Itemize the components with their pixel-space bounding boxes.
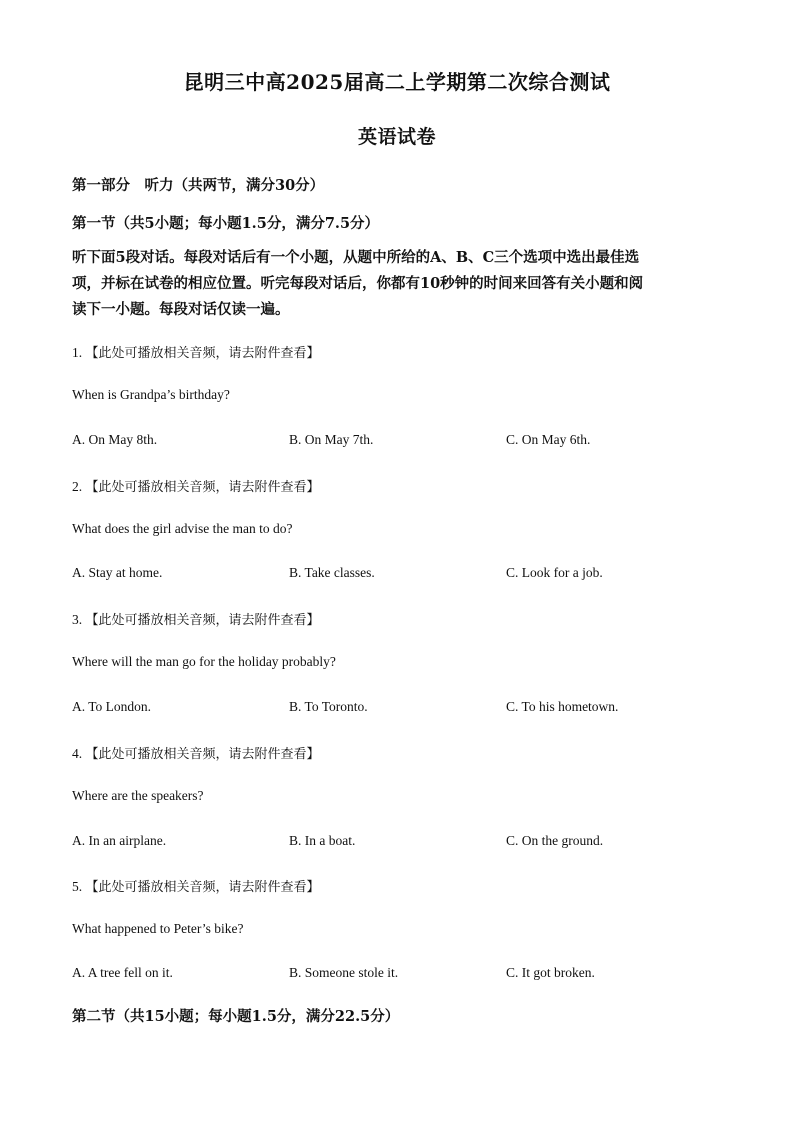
instruction-line: 听下面5段对话。每段对话后有一个小题，从题中所给的A、B、C三个选项中选出最佳选 (72, 249, 640, 266)
option-b: B. Someone stole it. (289, 965, 399, 980)
option-b: B. In a boat. (289, 833, 356, 848)
option-c: C. On the ground. (506, 833, 604, 848)
option-a: A. In an airplane. (72, 833, 167, 848)
exam-subtitle: 英语试卷 (357, 126, 436, 148)
question-audio-line (72, 476, 320, 495)
option-c: C. It got broken. (506, 965, 595, 980)
question-number: 4. (72, 746, 83, 761)
option-a: A. On May 8th. (72, 432, 158, 447)
question-number: 1. (72, 345, 83, 360)
option-a: A. To London. (72, 699, 152, 714)
question-audio-line (72, 342, 320, 361)
section1-instructions (72, 245, 722, 323)
question-text: Where are the speakers? (72, 788, 204, 803)
audio-placeholder[interactable]: 【此处可播放相关音频，请去附件查看】 (85, 346, 320, 361)
instruction-line: 项，并标在试卷的相应位置。听完每段对话后，你都有10秒钟的时间来回答有关小题和阅 (72, 275, 644, 292)
part1-header: 第一部分 听力（共两节，满分30分） (72, 177, 325, 194)
question-text: Where will the man go for the holiday probably? (72, 654, 336, 669)
option-b: B. On May 7th. (289, 432, 374, 447)
option-b: B. Take classes. (289, 565, 375, 580)
question-audio-line (72, 609, 320, 628)
audio-placeholder[interactable]: 【此处可播放相关音频，请去附件查看】 (85, 480, 320, 495)
question-text: What happened to Peter’s bike? (72, 921, 244, 936)
option-c: C. On May 6th. (506, 432, 591, 447)
question-text: When is Grandpa’s birthday? (72, 387, 230, 402)
question-number: 3. (72, 612, 83, 627)
audio-placeholder[interactable]: 【此处可播放相关音频，请去附件查看】 (85, 747, 320, 762)
instruction-line: 读下一小题。每段对话仅读一遍。 (72, 301, 290, 318)
question-number: 2. (72, 479, 83, 494)
section2-header: 第二节（共15小题；每小题1.5分，满分22.5分） (72, 1008, 400, 1025)
option-b: B. To Toronto. (289, 699, 368, 714)
audio-placeholder[interactable]: 【此处可播放相关音频，请去附件查看】 (85, 613, 320, 628)
question-audio-line (72, 876, 320, 895)
option-a: A. Stay at home. (72, 565, 163, 580)
option-c: C. Look for a job. (506, 565, 603, 580)
question-audio-line (72, 743, 320, 762)
question-text: What does the girl advise the man to do? (72, 521, 293, 536)
option-a: A. A tree fell on it. (72, 965, 173, 980)
option-c: C. To his hometown. (506, 699, 619, 714)
exam-title: 昆明三中高2025届高二上学期第二次综合测试 (183, 70, 611, 94)
section1-header: 第一节（共5小题；每小题1.5分，满分7.5分） (72, 215, 380, 232)
question-number: 5. (72, 879, 83, 894)
audio-placeholder[interactable]: 【此处可播放相关音频，请去附件查看】 (85, 880, 320, 895)
